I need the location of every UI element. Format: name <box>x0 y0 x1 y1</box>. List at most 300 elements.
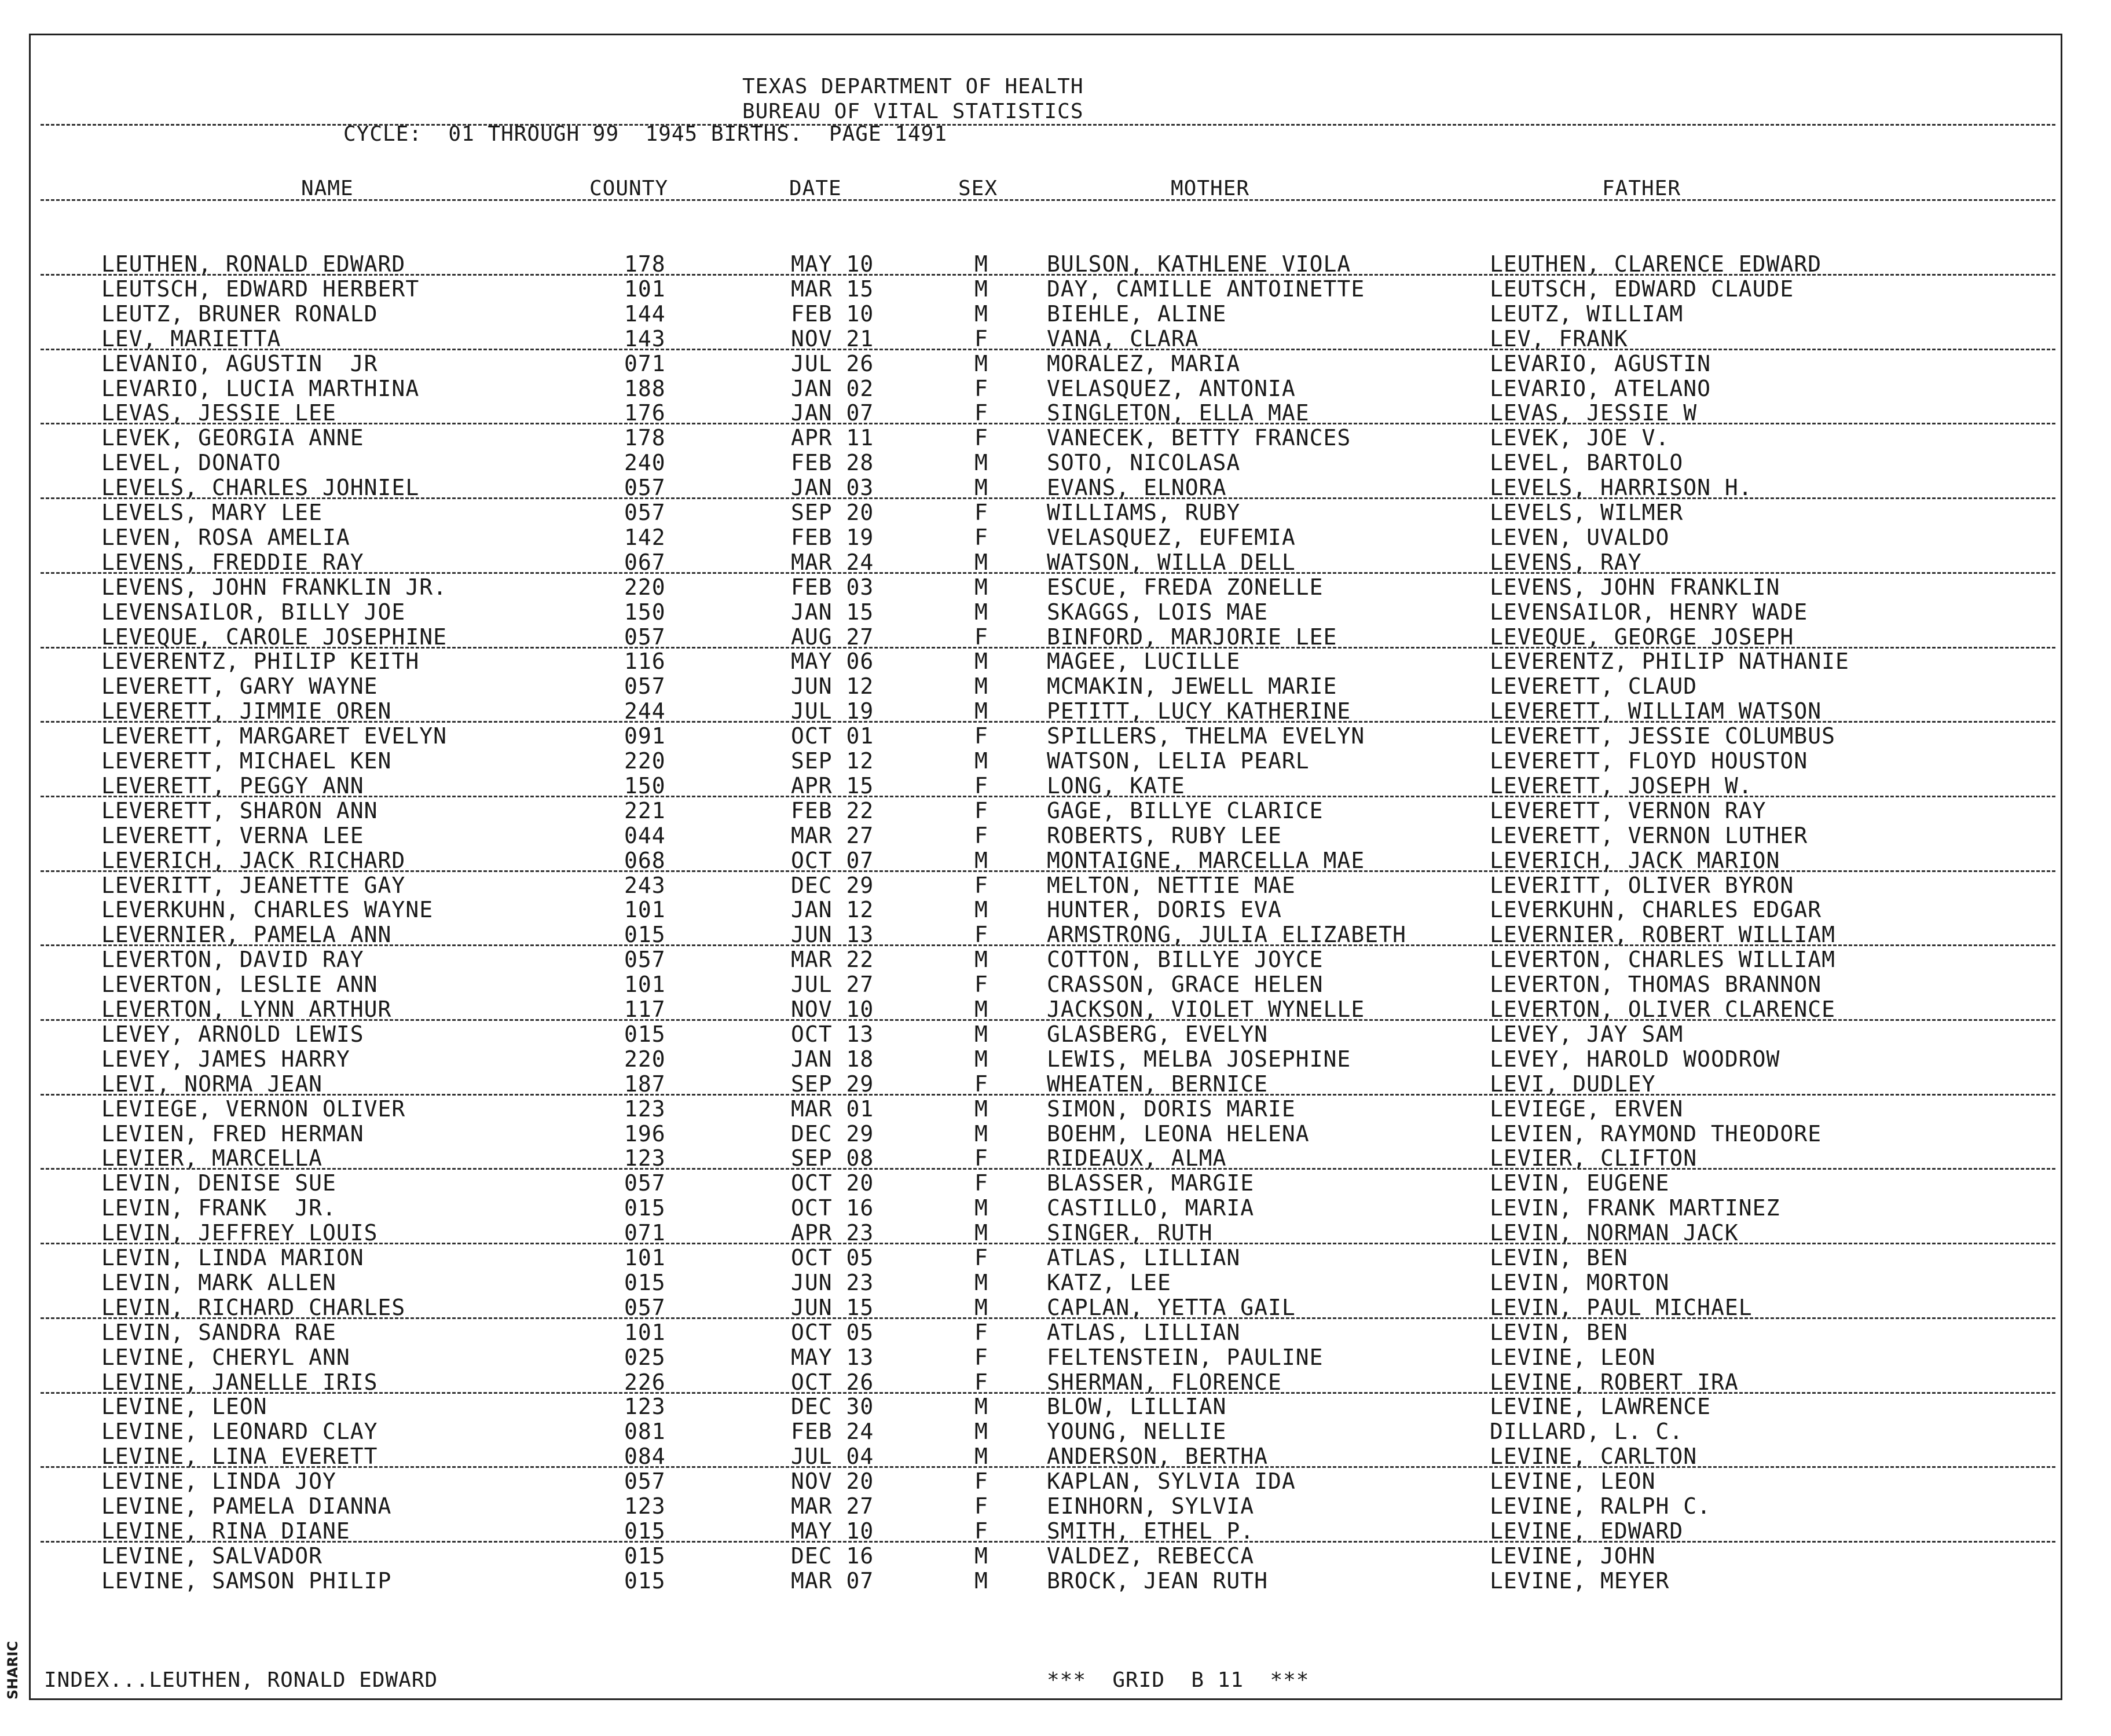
table-row <box>0 1022 2111 1047</box>
table-row <box>0 1122 2111 1147</box>
cell-father: LEVERTON, THOMAS BRANNON <box>1490 972 1822 998</box>
cell-sex: F <box>974 972 988 998</box>
cell-name: LEVIER, MARCELLA <box>101 1145 323 1171</box>
table-row <box>0 1097 2111 1122</box>
row-group-divider <box>41 1168 2055 1170</box>
cell-father: LEUTZ, WILLIAM <box>1490 301 1684 327</box>
cell-father: LEVERTON, OLIVER CLARENCE <box>1490 997 1835 1022</box>
cell-date: SEP 20 <box>791 500 874 525</box>
table-row <box>0 1469 2111 1494</box>
column-header-mother: MOTHER <box>1171 177 1250 200</box>
cell-father: LEVEL, BARTOLO <box>1490 450 1684 476</box>
cell-father: LEVEQUE, GEORGE JOSEPH <box>1490 624 1794 650</box>
cell-sex: F <box>974 1518 988 1544</box>
cell-sex: M <box>974 1220 988 1246</box>
column-header-father: FATHER <box>1602 177 1681 200</box>
cell-sex: F <box>974 922 988 948</box>
table-row <box>0 873 2111 898</box>
cell-date: JUN 13 <box>791 922 874 948</box>
cell-county: 084 <box>624 1444 666 1470</box>
cell-date: SEP 29 <box>791 1071 874 1097</box>
cell-name: LEVARIO, LUCIA MARTHINA <box>101 375 420 401</box>
cell-name: LEVERICH, JACK RICHARD <box>101 847 406 873</box>
table-row <box>0 1072 2111 1097</box>
table-row <box>0 277 2111 302</box>
cell-father: LEVERETT, VERNON RAY <box>1490 797 1767 823</box>
cell-mother: KATZ, LEE <box>1047 1269 1171 1295</box>
cell-county: 196 <box>624 1120 666 1147</box>
cell-sex: F <box>974 723 988 749</box>
cell-sex: M <box>974 847 988 873</box>
table-row <box>0 1494 2111 1519</box>
cell-mother: JACKSON, VIOLET WYNELLE <box>1047 997 1365 1022</box>
column-header-county: COUNTY <box>589 177 669 200</box>
cell-county: 057 <box>624 500 666 525</box>
cell-county: 057 <box>624 1294 666 1320</box>
cell-sex: F <box>974 797 988 823</box>
cell-name: LEV, MARIETTA <box>101 325 281 351</box>
table-row <box>0 625 2111 650</box>
cell-date: FEB 19 <box>791 524 874 550</box>
table-row <box>0 1246 2111 1270</box>
cell-father: LEVINE, ROBERT IRA <box>1490 1369 1739 1395</box>
table-row <box>0 575 2111 600</box>
cell-father: LEVERITT, OLIVER BYRON <box>1490 872 1794 898</box>
cell-date: OCT 16 <box>791 1195 874 1221</box>
row-group-divider <box>41 423 2055 424</box>
row-group-divider <box>41 349 2055 350</box>
cell-sex: M <box>974 276 988 302</box>
cell-name: LEVINE, SAMSON PHILIP <box>101 1567 392 1594</box>
cell-county: 071 <box>624 1220 666 1246</box>
cell-mother: CRASSON, GRACE HELEN <box>1047 972 1324 998</box>
cell-name: LEVINE, JANELLE IRIS <box>101 1369 378 1395</box>
cell-county: 150 <box>624 772 666 799</box>
cell-county: 015 <box>624 1021 666 1047</box>
cell-sex: M <box>974 1567 988 1594</box>
cell-county: 025 <box>624 1344 666 1370</box>
cell-sex: M <box>974 251 988 277</box>
table-row <box>0 525 2111 550</box>
cell-name: LEVERENTZ, PHILIP KEITH <box>101 649 420 675</box>
cell-sex: F <box>974 1071 988 1097</box>
cell-mother: LONG, KATE <box>1047 772 1185 799</box>
cell-name: LEVIN, SANDRA RAE <box>101 1319 336 1345</box>
cell-county: 178 <box>624 251 666 277</box>
cell-mother: WATSON, WILLA DELL <box>1047 549 1296 575</box>
row-group-divider <box>41 1243 2055 1244</box>
table-row <box>0 1419 2111 1444</box>
cell-date: MAR 07 <box>791 1567 874 1594</box>
cell-name: LEVINE, CHERYL ANN <box>101 1344 350 1370</box>
cell-father: LEVERETT, JOSEPH W. <box>1490 772 1753 799</box>
column-header-date: DATE <box>789 177 842 200</box>
side-label: SHARIC <box>5 1641 21 1700</box>
cell-county: 243 <box>624 872 666 898</box>
cell-county: 187 <box>624 1071 666 1097</box>
cell-name: LEVANIO, AGUSTIN JR <box>101 350 378 376</box>
cell-father: LEVINE, LAWRENCE <box>1490 1394 1711 1420</box>
cell-sex: F <box>974 772 988 799</box>
cell-county: 057 <box>624 947 666 973</box>
cell-sex: M <box>974 698 988 724</box>
cell-mother: SOTO, NICOLASA <box>1047 450 1241 476</box>
cell-name: LEVERTON, LESLIE ANN <box>101 972 378 998</box>
cell-mother: COTTON, BILLYE JOYCE <box>1047 947 1324 973</box>
cell-name: LEVIN, LINDA MARION <box>101 1245 364 1270</box>
table-row <box>0 724 2111 749</box>
cell-name: LEVINE, LEONARD CLAY <box>101 1419 378 1445</box>
cell-sex: M <box>974 1543 988 1569</box>
cell-date: MAR 01 <box>791 1096 874 1122</box>
table-row <box>0 922 2111 947</box>
cell-name: LEVI, NORMA JEAN <box>101 1071 323 1097</box>
cell-sex: M <box>974 947 988 973</box>
cell-county: 081 <box>624 1419 666 1445</box>
cell-date: JUN 12 <box>791 673 874 699</box>
cell-sex: F <box>974 1344 988 1370</box>
cell-mother: SHERMAN, FLORENCE <box>1047 1369 1282 1395</box>
cell-county: 101 <box>624 897 666 923</box>
table-row <box>0 1270 2111 1295</box>
cell-date: JUN 15 <box>791 1294 874 1320</box>
cell-name: LEVINE, SALVADOR <box>101 1543 323 1569</box>
cell-name: LEVERETT, GARY WAYNE <box>101 673 378 699</box>
cell-father: LEVINE, RALPH C. <box>1490 1493 1711 1519</box>
cell-father: DILLARD, L. C. <box>1490 1419 1684 1445</box>
cell-county: 226 <box>624 1369 666 1395</box>
cell-name: LEVERETT, MICHAEL KEN <box>101 748 392 774</box>
cell-name: LEVERETT, VERNA LEE <box>101 822 364 848</box>
cell-father: LEVIN, PAUL MICHAEL <box>1490 1294 1753 1320</box>
row-group-divider <box>41 647 2055 649</box>
cell-mother: VALDEZ, REBECCA <box>1047 1543 1255 1569</box>
cell-date: AUG 27 <box>791 624 874 650</box>
cell-father: LEVIN, MORTON <box>1490 1269 1670 1295</box>
cell-sex: M <box>974 649 988 675</box>
cell-father: LEVERETT, JESSIE COLUMBUS <box>1490 723 1835 749</box>
cell-mother: ATLAS, LILLIAN <box>1047 1245 1241 1270</box>
cell-sex: M <box>974 475 988 501</box>
cell-mother: SKAGGS, LOIS MAE <box>1047 599 1269 625</box>
cell-name: LEVERETT, MARGARET EVELYN <box>101 723 447 749</box>
table-row <box>0 823 2111 848</box>
column-header-name: NAME <box>301 177 354 200</box>
cell-mother: PETITT, LUCY KATHERINE <box>1047 698 1351 724</box>
cell-mother: VELASQUEZ, EUFEMIA <box>1047 524 1296 550</box>
cell-mother: RIDEAUX, ALMA <box>1047 1145 1227 1171</box>
row-group-divider <box>41 1392 2055 1394</box>
header-divider-1 <box>41 124 2055 126</box>
cell-mother: WHEATEN, BERNICE <box>1047 1071 1269 1097</box>
cell-father: LEV, FRANK <box>1490 325 1628 351</box>
cell-name: LEVIN, RICHARD CHARLES <box>101 1294 406 1320</box>
cell-county: 068 <box>624 847 666 873</box>
cell-county: 116 <box>624 649 666 675</box>
cell-date: FEB 28 <box>791 450 874 476</box>
table-row <box>0 649 2111 674</box>
table-row <box>0 1394 2111 1419</box>
cell-county: 044 <box>624 822 666 848</box>
table-row <box>0 550 2111 575</box>
cell-father: LEVERETT, CLAUD <box>1490 673 1698 699</box>
cell-sex: F <box>974 375 988 401</box>
cell-father: LEVELS, WILMER <box>1490 500 1684 525</box>
cell-father: LEVELS, HARRISON H. <box>1490 475 1753 501</box>
cell-name: LEVERETT, SHARON ANN <box>101 797 378 823</box>
table-row <box>0 351 2111 376</box>
header-bureau: BUREAU OF VITAL STATISTICS <box>742 100 1084 123</box>
cell-name: LEVEL, DONATO <box>101 450 281 476</box>
cell-name: LEVERNIER, PAMELA ANN <box>101 922 392 948</box>
cell-sex: F <box>974 1319 988 1345</box>
cell-name: LEUTZ, BRUNER RONALD <box>101 301 378 327</box>
cell-mother: MCMAKIN, JEWELL MARIE <box>1047 673 1337 699</box>
cell-sex: M <box>974 1419 988 1445</box>
cell-date: OCT 20 <box>791 1170 874 1196</box>
cell-name: LEVENS, JOHN FRANKLIN JR. <box>101 574 447 600</box>
cell-mother: YOUNG, NELLIE <box>1047 1419 1227 1445</box>
cell-name: LEUTHEN, RONALD EDWARD <box>101 251 406 277</box>
cell-county: 101 <box>624 276 666 302</box>
cell-date: MAR 27 <box>791 1493 874 1519</box>
cell-sex: M <box>974 1269 988 1295</box>
table-row <box>0 1146 2111 1171</box>
header-divider-2 <box>41 199 2055 201</box>
cell-county: 015 <box>624 1518 666 1544</box>
cell-sex: M <box>974 599 988 625</box>
cell-father: LEVEN, UVALDO <box>1490 524 1670 550</box>
cell-father: LEVERKUHN, CHARLES EDGAR <box>1490 897 1822 923</box>
table-row <box>0 302 2111 327</box>
cell-father: LEVINE, LEON <box>1490 1344 1656 1370</box>
cell-county: 101 <box>624 972 666 998</box>
table-row <box>0 475 2111 500</box>
cell-county: 057 <box>624 624 666 650</box>
table-row <box>0 1047 2111 1072</box>
cell-sex: M <box>974 1294 988 1320</box>
cell-mother: VANA, CLARA <box>1047 325 1199 351</box>
cell-name: LEVEY, JAMES HARRY <box>101 1046 350 1072</box>
cell-sex: M <box>974 1021 988 1047</box>
cell-father: LEVINE, CARLTON <box>1490 1444 1698 1470</box>
cell-mother: EVANS, ELNORA <box>1047 475 1227 501</box>
cell-date: JAN 18 <box>791 1046 874 1072</box>
cell-name: LEVENSAILOR, BILLY JOE <box>101 599 406 625</box>
cell-sex: F <box>974 400 988 426</box>
cell-father: LEVARIO, ATELANO <box>1490 375 1711 401</box>
cell-date: SEP 08 <box>791 1145 874 1171</box>
cell-county: 015 <box>624 1543 666 1569</box>
cell-sex: M <box>974 350 988 376</box>
cell-mother: BROCK, JEAN RUTH <box>1047 1567 1269 1594</box>
cell-name: LEVERETT, JIMMIE OREN <box>101 698 392 724</box>
cell-father: LEVENSAILOR, HENRY WADE <box>1490 599 1808 625</box>
cell-mother: BLASSER, MARGIE <box>1047 1170 1255 1196</box>
table-row <box>0 327 2111 351</box>
table-row <box>0 1221 2111 1246</box>
footer-index: INDEX...LEUTHEN, RONALD EDWARD <box>44 1668 438 1692</box>
cell-date: FEB 22 <box>791 797 874 823</box>
cell-sex: M <box>974 1096 988 1122</box>
row-group-divider <box>41 572 2055 574</box>
row-group-divider <box>41 944 2055 946</box>
cell-mother: FELTENSTEIN, PAULINE <box>1047 1344 1324 1370</box>
cell-county: 101 <box>624 1319 666 1345</box>
cell-father: LEVIER, CLIFTON <box>1490 1145 1698 1171</box>
cell-sex: F <box>974 1468 988 1495</box>
cell-date: DEC 30 <box>791 1394 874 1420</box>
cell-mother: HUNTER, DORIS EVA <box>1047 897 1282 923</box>
cell-sex: F <box>974 624 988 650</box>
cell-county: 101 <box>624 1245 666 1270</box>
table-row <box>0 451 2111 475</box>
cell-date: OCT 01 <box>791 723 874 749</box>
table-row <box>0 1196 2111 1221</box>
table-row <box>0 1544 2111 1569</box>
cell-father: LEVIN, FRANK MARTINEZ <box>1490 1195 1780 1221</box>
cell-date: APR 11 <box>791 425 874 451</box>
cell-date: APR 15 <box>791 772 874 799</box>
cell-date: APR 23 <box>791 1220 874 1246</box>
cell-county: 057 <box>624 475 666 501</box>
cell-date: JUL 27 <box>791 972 874 998</box>
cell-sex: M <box>974 574 988 600</box>
cell-county: 244 <box>624 698 666 724</box>
table-row <box>0 848 2111 873</box>
cell-county: 188 <box>624 375 666 401</box>
table-row <box>0 774 2111 799</box>
header-cycle: CYCLE: 01 THROUGH 99 1945 BIRTHS. PAGE 1491 <box>343 122 947 146</box>
cell-father: LEVENS, JOHN FRANKLIN <box>1490 574 1780 600</box>
cell-county: 057 <box>624 1170 666 1196</box>
cell-mother: GAGE, BILLYE CLARICE <box>1047 797 1324 823</box>
cell-name: LEVINE, LINDA JOY <box>101 1468 336 1495</box>
cell-county: 221 <box>624 797 666 823</box>
row-group-divider <box>41 796 2055 797</box>
cell-county: 123 <box>624 1096 666 1122</box>
cell-date: OCT 05 <box>791 1319 874 1345</box>
cell-date: OCT 13 <box>791 1021 874 1047</box>
cell-father: LEVINE, EDWARD <box>1490 1518 1684 1544</box>
cell-name: LEVERTON, LYNN ARTHUR <box>101 997 392 1022</box>
cell-father: LEVAS, JESSIE W <box>1490 400 1698 426</box>
cell-father: LEVERETT, WILLIAM WATSON <box>1490 698 1822 724</box>
table-row <box>0 426 2111 451</box>
cell-county: 015 <box>624 1195 666 1221</box>
cell-date: OCT 26 <box>791 1369 874 1395</box>
cell-mother: VANECEK, BETTY FRANCES <box>1047 425 1351 451</box>
cell-sex: F <box>974 1369 988 1395</box>
cell-sex: F <box>974 500 988 525</box>
cell-sex: M <box>974 997 988 1022</box>
cell-name: LEVERETT, PEGGY ANN <box>101 772 364 799</box>
cell-father: LEVERENTZ, PHILIP NATHANIE <box>1490 649 1849 675</box>
footer-grid: *** GRID B 11 *** <box>1047 1668 1310 1692</box>
cell-county: 123 <box>624 1145 666 1171</box>
cell-date: JUL 04 <box>791 1444 874 1470</box>
table-row <box>0 1171 2111 1196</box>
cell-father: LEVERNIER, ROBERT WILLIAM <box>1490 922 1835 948</box>
cell-name: LEVIN, JEFFREY LOUIS <box>101 1220 378 1246</box>
cell-mother: MORALEZ, MARIA <box>1047 350 1241 376</box>
cell-date: DEC 29 <box>791 1120 874 1147</box>
cell-name: LEVIEN, FRED HERMAN <box>101 1120 364 1147</box>
cell-date: NOV 21 <box>791 325 874 351</box>
cell-father: LEVINE, LEON <box>1490 1468 1656 1495</box>
cell-date: NOV 10 <box>791 997 874 1022</box>
cell-mother: WILLIAMS, RUBY <box>1047 500 1241 525</box>
cell-county: 144 <box>624 301 666 327</box>
cell-father: LEVIEGE, ERVEN <box>1490 1096 1684 1122</box>
cell-county: 220 <box>624 748 666 774</box>
cell-county: 176 <box>624 400 666 426</box>
cell-sex: M <box>974 897 988 923</box>
table-row <box>0 1295 2111 1320</box>
cell-father: LEVIEN, RAYMOND THEODORE <box>1490 1120 1822 1147</box>
table-row <box>0 1569 2111 1594</box>
cell-county: 057 <box>624 673 666 699</box>
table-row <box>0 1320 2111 1345</box>
cell-father: LEVIN, EUGENE <box>1490 1170 1670 1196</box>
cell-mother: SMITH, ETHEL P. <box>1047 1518 1255 1544</box>
cell-mother: BOEHM, LEONA HELENA <box>1047 1120 1310 1147</box>
row-group-divider <box>41 1466 2055 1468</box>
cell-date: OCT 05 <box>791 1245 874 1270</box>
row-group-divider <box>41 274 2055 276</box>
cell-name: LEVEN, ROSA AMELIA <box>101 524 350 550</box>
cell-sex: M <box>974 1444 988 1470</box>
cell-date: FEB 24 <box>791 1419 874 1445</box>
cell-mother: ROBERTS, RUBY LEE <box>1047 822 1282 848</box>
cell-name: LEVEQUE, CAROLE JOSEPHINE <box>101 624 447 650</box>
cell-sex: M <box>974 301 988 327</box>
cell-name: LEVINE, PAMELA DIANNA <box>101 1493 392 1519</box>
cell-sex: F <box>974 872 988 898</box>
cell-father: LEVENS, RAY <box>1490 549 1642 575</box>
cell-date: MAR 24 <box>791 549 874 575</box>
cell-father: LEVIN, BEN <box>1490 1245 1628 1270</box>
cell-mother: ATLAS, LILLIAN <box>1047 1319 1241 1345</box>
cell-mother: MONTAIGNE, MARCELLA MAE <box>1047 847 1365 873</box>
cell-name: LEUTSCH, EDWARD HERBERT <box>101 276 420 302</box>
cell-mother: BLOW, LILLIAN <box>1047 1394 1227 1420</box>
cell-name: LEVERITT, JEANETTE GAY <box>101 872 406 898</box>
cell-sex: F <box>974 822 988 848</box>
cell-father: LEVERETT, VERNON LUTHER <box>1490 822 1808 848</box>
cell-name: LEVINE, LINA EVERETT <box>101 1444 378 1470</box>
cell-sex: F <box>974 325 988 351</box>
cell-name: LEVAS, JESSIE LEE <box>101 400 336 426</box>
cell-sex: F <box>974 1245 988 1270</box>
table-row <box>0 699 2111 724</box>
row-group-divider <box>41 721 2055 723</box>
cell-name: LEVENS, FREDDIE RAY <box>101 549 364 575</box>
table-row <box>0 972 2111 997</box>
cell-county: 178 <box>624 425 666 451</box>
cell-mother: DAY, CAMILLE ANTOINETTE <box>1047 276 1365 302</box>
cell-sex: M <box>974 1120 988 1147</box>
cell-date: JUL 19 <box>791 698 874 724</box>
cell-mother: VELASQUEZ, ANTONIA <box>1047 375 1296 401</box>
cell-father: LEVIN, BEN <box>1490 1319 1628 1345</box>
cell-sex: F <box>974 1170 988 1196</box>
cell-name: LEVIEGE, VERNON OLIVER <box>101 1096 406 1122</box>
cell-sex: M <box>974 1195 988 1221</box>
cell-date: JUN 23 <box>791 1269 874 1295</box>
cell-name: LEVEK, GEORGIA ANNE <box>101 425 364 451</box>
cell-father: LEVI, DUDLEY <box>1490 1071 1656 1097</box>
